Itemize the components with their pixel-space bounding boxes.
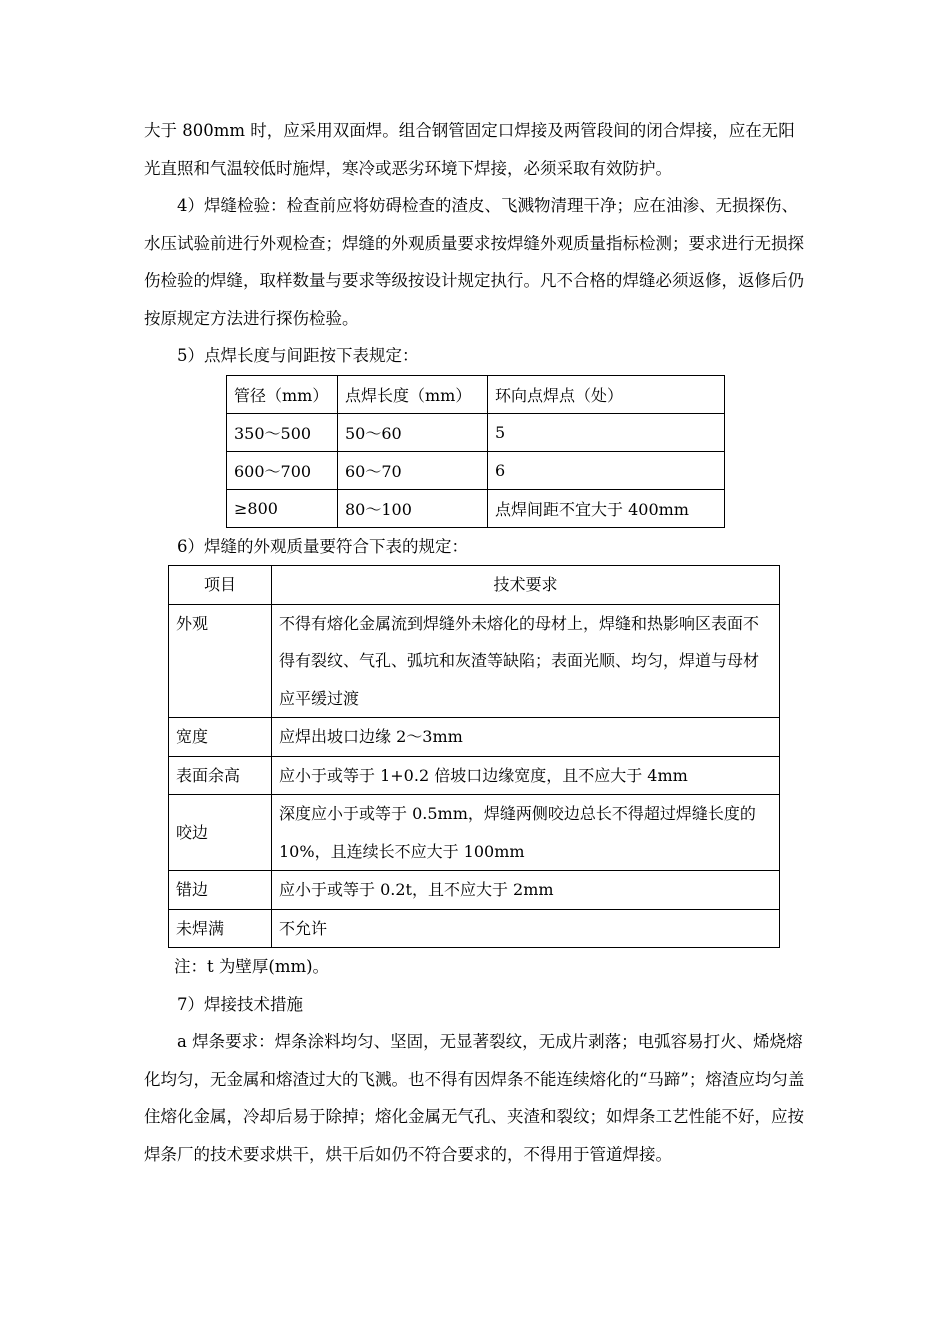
table-cell: 外观 bbox=[169, 604, 272, 718]
table-note: 注：t 为壁厚(mm)。 bbox=[174, 957, 330, 976]
table-cell: 应小于或等于 1+0.2 倍坡口边缘宽度，且不应大于 4mm bbox=[272, 756, 780, 795]
table-cell: 错边 bbox=[169, 871, 272, 910]
table-cell: 6 bbox=[488, 451, 725, 489]
spot-weld-table bbox=[226, 375, 725, 528]
table-row bbox=[227, 489, 725, 527]
table-cell: 80～100 bbox=[338, 489, 488, 527]
table-cell: 未焊满 bbox=[169, 909, 272, 948]
table-row bbox=[169, 756, 780, 795]
table-row bbox=[169, 871, 780, 910]
table-cell: 不允许 bbox=[272, 909, 780, 948]
table-cell: 宽度 bbox=[169, 718, 272, 757]
table-row bbox=[227, 451, 725, 489]
table-cell: 深度应小于或等于 0.5mm，焊缝两侧咬边总长不得超过焊缝长度的 10%，且连续长不应大于 100mm bbox=[272, 795, 780, 871]
table-cell: 600～700 bbox=[227, 451, 338, 489]
table-cell: 点焊间距不宜大于 400mm bbox=[488, 489, 725, 527]
header-cell: 环向点焊点（处） bbox=[488, 375, 725, 413]
header-cell: 点焊长度（mm） bbox=[338, 375, 488, 413]
paragraph-weld-inspection: 4）焊缝检验：检查前应将妨碍检查的渣皮、飞溅物清理干净；应在油渗、无损探伤、水压试验前进行外观检查；焊缝的外观质量要求按焊缝外观质量指标检测；要求进行无损探伤检验的焊缝，取样数量与要求等级按设计规定执行。凡不合格的焊缝必须返修，返修后仍按原规定方法进行探伤检验。 bbox=[144, 196, 804, 328]
weld-appearance-table bbox=[168, 565, 780, 948]
table-header-row bbox=[169, 566, 780, 605]
header-cell: 项目 bbox=[169, 566, 272, 605]
table-cell: 不得有熔化金属流到焊缝外未熔化的母材上，焊缝和热影响区表面不得有裂纹、气孔、弧坑和灰渣等缺陷；表面光顺、均匀，焊道与母材应平缓过渡 bbox=[272, 604, 780, 718]
header-cell: 管径（mm） bbox=[227, 375, 338, 413]
table-row bbox=[169, 909, 780, 948]
paragraph-spot-weld-intro: 5）点焊长度与间距按下表规定： bbox=[177, 346, 419, 365]
table-cell: 表面余高 bbox=[169, 756, 272, 795]
header-cell: 技术要求 bbox=[272, 566, 780, 605]
paragraph-welding-measures: 7）焊接技术措施 bbox=[177, 994, 303, 1014]
table-cell: ≥800 bbox=[227, 489, 338, 527]
table-cell: 60～70 bbox=[338, 451, 488, 489]
table-row bbox=[169, 795, 780, 871]
table-cell: 350～500 bbox=[227, 413, 338, 451]
table-cell: 50～60 bbox=[338, 413, 488, 451]
table-cell: 应焊出坡口边缘 2～3mm bbox=[272, 718, 780, 757]
table-row bbox=[169, 718, 780, 757]
table-row bbox=[227, 413, 725, 451]
table-row bbox=[169, 604, 780, 718]
table-cell: 咬边 bbox=[169, 795, 272, 871]
table-header-row bbox=[227, 375, 725, 413]
paragraph-double-weld: 大于 800mm 时，应采用双面焊。组合钢管固定口焊接及两管段间的闭合焊接，应在无阳光直照和气温较低时施焊，寒冷或恶劣环境下焊接，必须采取有效防护。 bbox=[144, 121, 795, 178]
table-cell: 5 bbox=[488, 413, 725, 451]
table-cell: 应小于或等于 0.2t，且不应大于 2mm bbox=[272, 871, 780, 910]
paragraph-electrode-requirements: a 焊条要求：焊条涂料均匀、坚固，无显著裂纹，无成片剥落；电弧容易打火、烯烧熔化均匀，无金属和熔渣过大的飞溅。也不得有因焊条不能连续熔化的“马蹄”；熔渣应均匀盖住熔化金属，冷却后易于除掉；熔化金属无气孔、夹渣和裂纹；如焊条工艺性能不好，应按焊条厂的技术要求烘干，烘干后如仍不符合要求的，不得用于管道焊接。 bbox=[144, 1032, 805, 1164]
document-page bbox=[144, 112, 808, 1173]
paragraph-appearance-intro: 6）焊缝的外观质量要符合下表的规定： bbox=[177, 536, 468, 556]
